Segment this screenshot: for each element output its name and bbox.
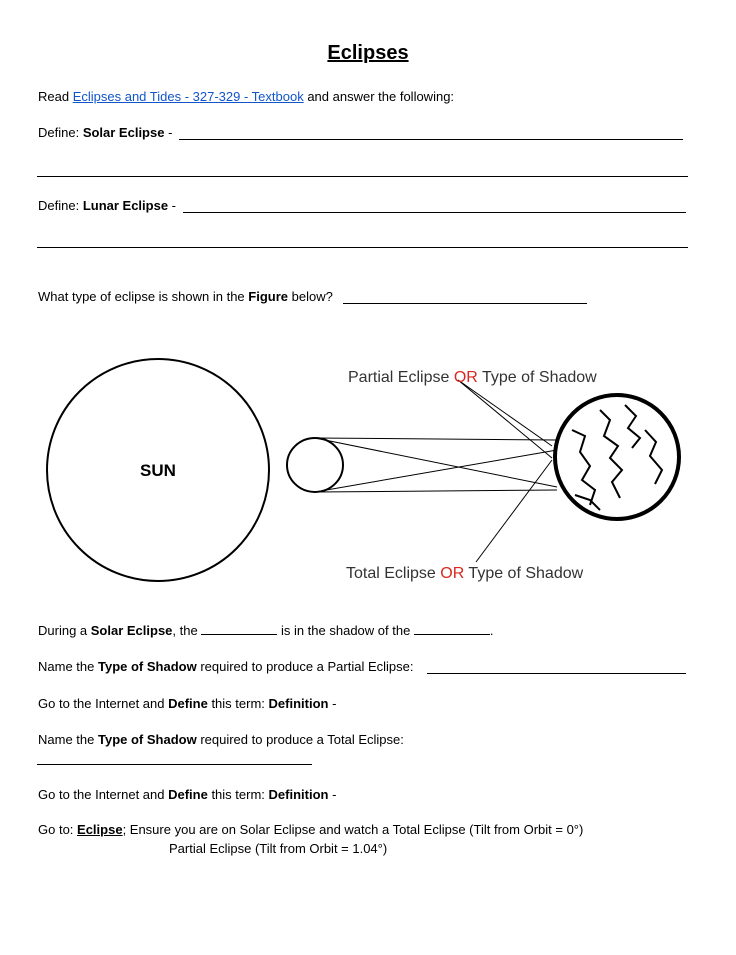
partial-label-or: OR bbox=[453, 369, 478, 386]
total-label bbox=[346, 565, 584, 582]
total-label-a: Total Eclipse bbox=[346, 565, 441, 582]
during-blank-1[interactable] bbox=[201, 623, 277, 635]
partial-shadow-term: Type of Shadow bbox=[97, 659, 197, 674]
goto-line bbox=[38, 822, 583, 837]
during-p1: During a bbox=[38, 623, 91, 638]
during-blank-2[interactable] bbox=[414, 623, 490, 635]
figure-question-term: Figure bbox=[248, 289, 289, 304]
intro-suffix: and answer the following: bbox=[303, 89, 455, 104]
define-term-1-term1: Define bbox=[168, 696, 208, 711]
total-shadow-p2: required to produce a Total Eclipse: bbox=[196, 732, 404, 747]
textbook-link[interactable]: Eclipses and Tides - 327-329 - Textbook bbox=[72, 89, 304, 104]
define-term-2-p3: - bbox=[328, 787, 337, 802]
define-solar-suffix: - bbox=[164, 125, 173, 140]
during-p4: . bbox=[489, 623, 494, 638]
earth bbox=[555, 395, 679, 519]
define-lunar-term: Lunar Eclipse bbox=[82, 198, 169, 213]
shadow-rays bbox=[315, 438, 557, 492]
eclipse-link[interactable]: Eclipse bbox=[77, 822, 123, 837]
define-term-2-p2: this term: bbox=[207, 787, 269, 802]
during-line bbox=[38, 623, 494, 638]
during-term: Solar Eclipse bbox=[90, 623, 173, 638]
partial-shadow-line bbox=[38, 659, 414, 674]
figure-question-prefix: What type of eclipse is shown in the bbox=[38, 289, 249, 304]
page-title: Eclipses bbox=[327, 42, 409, 64]
partial-shadow-p1: Name the bbox=[38, 659, 98, 674]
total-shadow-p1: Name the bbox=[38, 732, 98, 747]
define-term-1-p3: - bbox=[328, 696, 337, 711]
partial-label-a: Partial Eclipse bbox=[348, 369, 454, 386]
define-term-1-line bbox=[38, 696, 336, 711]
partial-label-b: Type of Shadow bbox=[477, 369, 597, 386]
total-label-b: Type of Shadow bbox=[464, 565, 584, 582]
during-p2: , the bbox=[172, 623, 202, 638]
goto-p2: ; Ensure you are on Solar Eclipse and watch a Total Eclipse (Tilt from Orbit = 0°) bbox=[122, 822, 584, 837]
total-shadow-answer-line[interactable] bbox=[37, 764, 312, 765]
during-p3: is in the shadow of the bbox=[277, 623, 414, 638]
partial-label bbox=[348, 369, 597, 386]
intro-prefix: Read bbox=[38, 89, 73, 104]
define-term-2-term2: Definition bbox=[268, 787, 329, 802]
total-shadow-term: Type of Shadow bbox=[97, 732, 197, 747]
define-solar-prefix: Define: bbox=[38, 125, 83, 140]
define-lunar-prefix: Define: bbox=[38, 198, 83, 213]
define-term-1-p2: this term: bbox=[207, 696, 269, 711]
figure-question-suffix: below? bbox=[288, 289, 333, 304]
define-lunar-suffix: - bbox=[168, 198, 177, 213]
partial-shadow-answer-line[interactable] bbox=[427, 673, 686, 674]
goto-p1: Go to: bbox=[38, 822, 78, 837]
define-term-2-line bbox=[38, 787, 336, 802]
define-term-1-p1: Go to the Internet and bbox=[38, 696, 169, 711]
define-term-2-term1: Define bbox=[168, 787, 208, 802]
define-solar-term: Solar Eclipse bbox=[82, 125, 165, 140]
earth-circle bbox=[555, 395, 679, 519]
goto-line-2: Partial Eclipse (Tilt from Orbit = 1.04°) bbox=[169, 841, 388, 856]
total-label-or: OR bbox=[440, 565, 465, 582]
moon-circle bbox=[287, 438, 343, 492]
label-arrows bbox=[458, 380, 552, 562]
define-term-1-term2: Definition bbox=[268, 696, 329, 711]
partial-shadow-p2: required to produce a Partial Eclipse: bbox=[196, 659, 414, 674]
total-shadow-line bbox=[38, 732, 404, 747]
sun-label: SUN bbox=[140, 461, 176, 480]
define-term-2-p1: Go to the Internet and bbox=[38, 787, 169, 802]
